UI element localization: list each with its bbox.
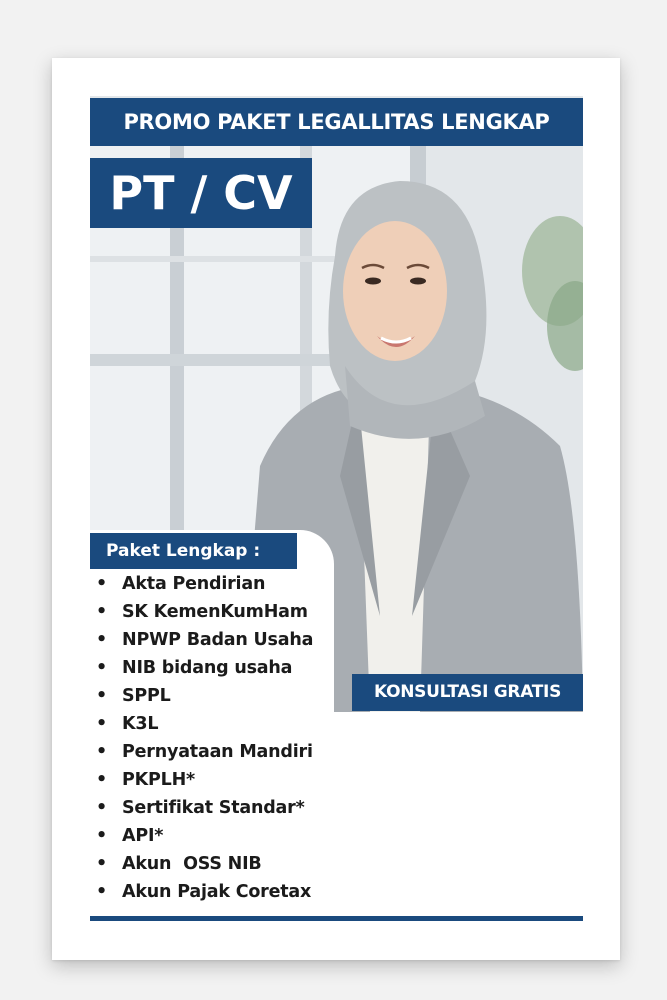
list-item-label: Akun OSS NIB [122, 854, 262, 874]
list-item-label: NIB bidang usaha [122, 658, 293, 678]
list-item-label: SK KemenKumHam [122, 602, 308, 622]
bullet-icon: • [96, 798, 107, 818]
list-item [96, 570, 313, 598]
bullet-icon: • [96, 882, 107, 902]
list-item-label: Sertifikat Standar* [122, 798, 305, 818]
list-item [96, 766, 313, 794]
list-item [96, 710, 313, 738]
list-item-label: SPPL [122, 686, 171, 706]
bullet-icon: • [96, 714, 107, 734]
bullet-icon: • [96, 574, 107, 594]
list-item-label: Akta Pendirian [122, 574, 266, 594]
list-item-label: Pernyataan Mandiri [122, 742, 313, 762]
list-item [96, 626, 313, 654]
list-item [96, 738, 313, 766]
list-item [96, 794, 313, 822]
list-item [96, 598, 313, 626]
bullet-icon: • [96, 770, 107, 790]
bottom-divider [90, 916, 583, 921]
free-consultation-badge: KONSULTASI GRATIS [352, 674, 583, 711]
bullet-icon: • [96, 686, 107, 706]
list-item-label: K3L [122, 714, 159, 734]
promo-headline: PROMO PAKET LEGALLITAS LENGKAP [90, 98, 583, 146]
bullet-icon: • [96, 826, 107, 846]
list-item-label: Akun Pajak Coretax [122, 882, 312, 902]
list-item [96, 682, 313, 710]
list-item [96, 878, 313, 906]
bullet-icon: • [96, 630, 107, 650]
bullet-icon: • [96, 854, 107, 874]
bullet-icon: • [96, 742, 107, 762]
list-item-label: API* [122, 826, 164, 846]
package-title: Paket Lengkap : [90, 533, 297, 569]
list-item-label: PKPLH* [122, 770, 195, 790]
package-list [96, 570, 313, 906]
bullet-icon: • [96, 602, 107, 622]
entity-type-title: PT / CV [90, 158, 312, 228]
list-item [96, 822, 313, 850]
list-item-label: NPWP Badan Usaha [122, 630, 314, 650]
list-item [96, 850, 313, 878]
list-item [96, 654, 313, 682]
bullet-icon: • [96, 658, 107, 678]
